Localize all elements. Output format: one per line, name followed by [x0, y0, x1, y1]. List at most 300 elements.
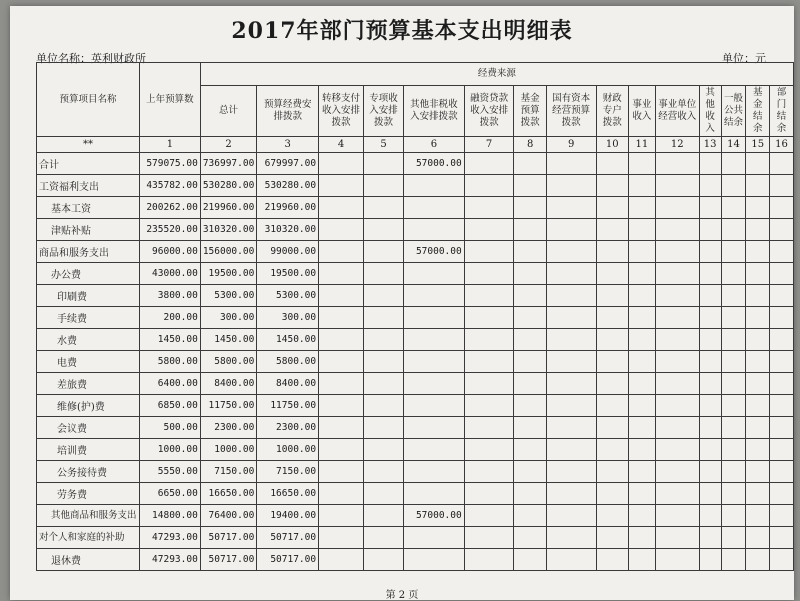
- table-row: [37, 263, 794, 285]
- cell-c7: [464, 351, 514, 373]
- cell-total: 530280.00: [200, 175, 256, 197]
- cell-c12: [655, 307, 699, 329]
- cell-total: 16650.00: [200, 483, 256, 505]
- cell-c12: [655, 461, 699, 483]
- cell-c5: [364, 395, 404, 417]
- cell-c15: [746, 439, 770, 461]
- cell-last: 435782.00: [139, 175, 200, 197]
- cell-c4: [319, 241, 364, 263]
- cell-c7: [464, 527, 514, 549]
- cell-c10: [596, 395, 628, 417]
- header-sub-2: 总计: [200, 86, 256, 137]
- cell-last: 6400.00: [139, 373, 200, 395]
- cell-c6: [404, 329, 465, 351]
- cell-total: 11750.00: [200, 395, 256, 417]
- cell-c9: [546, 549, 596, 571]
- cell-total: 19500.00: [200, 263, 256, 285]
- cell-c4: [319, 329, 364, 351]
- cell-c3: 2300.00: [257, 417, 319, 439]
- row-label: 退休费: [37, 549, 140, 571]
- cell-c10: [596, 505, 628, 527]
- cell-last: 96000.00: [139, 241, 200, 263]
- cell-c4: [319, 373, 364, 395]
- cell-c7: [464, 439, 514, 461]
- cell-c12: [655, 219, 699, 241]
- cell-c6: [404, 417, 465, 439]
- cell-c3: 99000.00: [257, 241, 319, 263]
- cell-total: 310320.00: [200, 219, 256, 241]
- cell-c6: [404, 395, 465, 417]
- cell-c14: [721, 307, 746, 329]
- header-sub-6: 其他非税收入安排拨款: [404, 86, 465, 137]
- cell-c13: [699, 549, 721, 571]
- cell-c14: [721, 153, 746, 175]
- cell-c3: 1000.00: [257, 439, 319, 461]
- cell-c6: 57000.00: [404, 505, 465, 527]
- cell-c16: [770, 351, 794, 373]
- cell-c3: 7150.00: [257, 461, 319, 483]
- cell-c7: [464, 461, 514, 483]
- cell-c9: [546, 417, 596, 439]
- cell-c11: [629, 373, 656, 395]
- cell-c8: [514, 197, 546, 219]
- cell-c5: [364, 219, 404, 241]
- cell-c10: [596, 549, 628, 571]
- table-row: [37, 373, 794, 395]
- cell-c12: [655, 417, 699, 439]
- cell-last: 14800.00: [139, 505, 200, 527]
- cell-c7: [464, 483, 514, 505]
- table-row: [37, 197, 794, 219]
- cell-c15: [746, 197, 770, 219]
- cell-c13: [699, 285, 721, 307]
- cell-c5: [364, 307, 404, 329]
- cell-last: 200.00: [139, 307, 200, 329]
- cell-c14: [721, 549, 746, 571]
- cell-c16: [770, 285, 794, 307]
- cell-c3: 310320.00: [257, 219, 319, 241]
- cell-last: 43000.00: [139, 263, 200, 285]
- cell-c10: [596, 263, 628, 285]
- row-label: 会议费: [37, 417, 140, 439]
- header-last-year: 上年预算数: [139, 63, 200, 137]
- cell-c9: [546, 439, 596, 461]
- cell-c7: [464, 241, 514, 263]
- header-sub-11: 事业收入: [629, 86, 656, 137]
- page-number: 第 2 页: [385, 590, 419, 601]
- cell-c10: [596, 417, 628, 439]
- cell-c6: [404, 439, 465, 461]
- cell-c15: [746, 285, 770, 307]
- row-label: 培训费: [37, 439, 140, 461]
- cell-c12: [655, 439, 699, 461]
- cell-c6: [404, 483, 465, 505]
- cell-last: 500.00: [139, 417, 200, 439]
- row-label: 水费: [37, 329, 140, 351]
- cell-c12: [655, 505, 699, 527]
- cell-c7: [464, 549, 514, 571]
- header-sub-16: 部门结余: [770, 86, 794, 137]
- cell-c7: [464, 153, 514, 175]
- cell-total: 1000.00: [200, 439, 256, 461]
- cell-c12: [655, 285, 699, 307]
- cell-c16: [770, 505, 794, 527]
- cell-c11: [629, 329, 656, 351]
- cell-c6: [404, 351, 465, 373]
- cell-c4: [319, 307, 364, 329]
- cell-c6: 57000.00: [404, 241, 465, 263]
- cell-c8: [514, 439, 546, 461]
- cell-c12: [655, 483, 699, 505]
- row-label: 办公费: [37, 263, 140, 285]
- column-index-12: 12: [655, 137, 699, 153]
- cell-c6: [404, 527, 465, 549]
- cell-c15: [746, 241, 770, 263]
- cell-c11: [629, 505, 656, 527]
- cell-c13: [699, 241, 721, 263]
- cell-c10: [596, 219, 628, 241]
- cell-c9: [546, 197, 596, 219]
- cell-c11: [629, 527, 656, 549]
- cell-c14: [721, 395, 746, 417]
- header-sub-4: 转移支付收入安排拨款: [319, 86, 364, 137]
- row-label: 维修(护)费: [37, 395, 140, 417]
- cell-c9: [546, 219, 596, 241]
- cell-c6: [404, 263, 465, 285]
- row-label: 电费: [37, 351, 140, 373]
- cell-c5: [364, 329, 404, 351]
- cell-c12: [655, 241, 699, 263]
- cell-c10: [596, 527, 628, 549]
- cell-c16: [770, 307, 794, 329]
- cell-c13: [699, 197, 721, 219]
- row-label: 合计: [37, 153, 140, 175]
- table-row: [37, 351, 794, 373]
- table-row: [37, 461, 794, 483]
- cell-c3: 8400.00: [257, 373, 319, 395]
- cell-c16: [770, 549, 794, 571]
- column-index-9: 9: [546, 137, 596, 153]
- cell-last: 579075.00: [139, 153, 200, 175]
- cell-c9: [546, 373, 596, 395]
- cell-c8: [514, 461, 546, 483]
- cell-c4: [319, 461, 364, 483]
- cell-c3: 679997.00: [257, 153, 319, 175]
- header-sub-7: 融资贷款收入安排拨款: [464, 86, 514, 137]
- column-index-4: 4: [319, 137, 364, 153]
- column-index-11: 11: [629, 137, 656, 153]
- table-row: [37, 549, 794, 571]
- cell-c4: [319, 175, 364, 197]
- cell-c9: [546, 285, 596, 307]
- column-index-8: 8: [514, 137, 546, 153]
- cell-c8: [514, 307, 546, 329]
- cell-c10: [596, 329, 628, 351]
- cell-c11: [629, 175, 656, 197]
- cell-c6: [404, 307, 465, 329]
- cell-c3: 5800.00: [257, 351, 319, 373]
- cell-c10: [596, 197, 628, 219]
- cell-last: 6850.00: [139, 395, 200, 417]
- budget-table: [36, 62, 794, 571]
- header-sub-14: 一般公共结余: [721, 86, 746, 137]
- cell-c14: [721, 417, 746, 439]
- cell-c5: [364, 175, 404, 197]
- cell-c4: [319, 549, 364, 571]
- cell-c16: [770, 461, 794, 483]
- cell-c8: [514, 549, 546, 571]
- cell-c12: [655, 395, 699, 417]
- cell-c10: [596, 307, 628, 329]
- cell-c4: [319, 285, 364, 307]
- cell-c11: [629, 549, 656, 571]
- cell-last: 3800.00: [139, 285, 200, 307]
- cell-c11: [629, 461, 656, 483]
- cell-c15: [746, 505, 770, 527]
- cell-c4: [319, 351, 364, 373]
- budget-sheet: [10, 6, 794, 600]
- cell-c5: [364, 285, 404, 307]
- cell-last: 1000.00: [139, 439, 200, 461]
- cell-c5: [364, 439, 404, 461]
- currency-unit: 单位：元: [722, 52, 766, 65]
- cell-c7: [464, 263, 514, 285]
- cell-c5: [364, 197, 404, 219]
- table-row: [37, 417, 794, 439]
- cell-c16: [770, 527, 794, 549]
- cell-c14: [721, 285, 746, 307]
- cell-last: 5800.00: [139, 351, 200, 373]
- cell-c4: [319, 483, 364, 505]
- cell-c13: [699, 153, 721, 175]
- column-index-14: 14: [721, 137, 746, 153]
- cell-c14: [721, 197, 746, 219]
- cell-c9: [546, 351, 596, 373]
- header-sub-5: 专项收入安排拨款: [364, 86, 404, 137]
- table-row: [37, 219, 794, 241]
- cell-c6: [404, 219, 465, 241]
- cell-c16: [770, 483, 794, 505]
- cell-c12: [655, 329, 699, 351]
- cell-c14: [721, 483, 746, 505]
- cell-c13: [699, 527, 721, 549]
- cell-c5: [364, 549, 404, 571]
- unit-name: 单位名称：英利财政所: [36, 52, 146, 65]
- cell-c8: [514, 395, 546, 417]
- cell-c5: [364, 153, 404, 175]
- cell-c6: [404, 373, 465, 395]
- cell-c10: [596, 153, 628, 175]
- column-index-1: 1: [139, 137, 200, 153]
- table-row: [37, 307, 794, 329]
- table-row: [37, 483, 794, 505]
- cell-c3: 19400.00: [257, 505, 319, 527]
- cell-c14: [721, 527, 746, 549]
- cell-c13: [699, 417, 721, 439]
- cell-c13: [699, 505, 721, 527]
- cell-c4: [319, 439, 364, 461]
- cell-c6: [404, 175, 465, 197]
- cell-c3: 300.00: [257, 307, 319, 329]
- column-index-7: 7: [464, 137, 514, 153]
- cell-c11: [629, 219, 656, 241]
- cell-c12: [655, 263, 699, 285]
- cell-c16: [770, 175, 794, 197]
- cell-c7: [464, 395, 514, 417]
- column-index-15: 15: [746, 137, 770, 153]
- header-sub-13: 其他收入: [699, 86, 721, 137]
- cell-c8: [514, 285, 546, 307]
- cell-c11: [629, 417, 656, 439]
- cell-c15: [746, 483, 770, 505]
- header-sub-10: 财政专户拨款: [596, 86, 628, 137]
- cell-c16: [770, 439, 794, 461]
- row-label: 基本工资: [37, 197, 140, 219]
- cell-c7: [464, 285, 514, 307]
- cell-c6: [404, 549, 465, 571]
- cell-total: 5300.00: [200, 285, 256, 307]
- table-row: [37, 505, 794, 527]
- cell-c3: 50717.00: [257, 527, 319, 549]
- cell-c9: [546, 329, 596, 351]
- column-index-2: 2: [200, 137, 256, 153]
- cell-c9: [546, 505, 596, 527]
- cell-c15: [746, 175, 770, 197]
- cell-c12: [655, 197, 699, 219]
- cell-c11: [629, 395, 656, 417]
- cell-c7: [464, 307, 514, 329]
- cell-c13: [699, 483, 721, 505]
- table-row: [37, 395, 794, 417]
- cell-c12: [655, 373, 699, 395]
- cell-c8: [514, 153, 546, 175]
- cell-c14: [721, 219, 746, 241]
- cell-c12: [655, 153, 699, 175]
- cell-last: 1450.00: [139, 329, 200, 351]
- row-label: 其他商品和服务支出: [37, 505, 140, 527]
- cell-c10: [596, 175, 628, 197]
- column-index-13: 13: [699, 137, 721, 153]
- cell-c15: [746, 527, 770, 549]
- cell-last: 6650.00: [139, 483, 200, 505]
- cell-c10: [596, 439, 628, 461]
- table-row: [37, 527, 794, 549]
- cell-total: 219960.00: [200, 197, 256, 219]
- cell-c7: [464, 417, 514, 439]
- cell-c10: [596, 461, 628, 483]
- cell-c8: [514, 505, 546, 527]
- table-row: [37, 153, 794, 175]
- cell-c8: [514, 263, 546, 285]
- cell-c3: 1450.00: [257, 329, 319, 351]
- cell-c9: [546, 307, 596, 329]
- cell-c3: 16650.00: [257, 483, 319, 505]
- header-item-name: 预算项目名称: [37, 63, 140, 137]
- cell-c9: [546, 527, 596, 549]
- column-index-6: 6: [404, 137, 465, 153]
- cell-c11: [629, 241, 656, 263]
- table-row: [37, 285, 794, 307]
- cell-c14: [721, 263, 746, 285]
- cell-c7: [464, 175, 514, 197]
- cell-c6: [404, 197, 465, 219]
- cell-c10: [596, 483, 628, 505]
- row-label: 手续费: [37, 307, 140, 329]
- cell-c14: [721, 241, 746, 263]
- column-index-10: 10: [596, 137, 628, 153]
- cell-c15: [746, 219, 770, 241]
- table-row: [37, 241, 794, 263]
- table-row: [37, 175, 794, 197]
- cell-c7: [464, 505, 514, 527]
- cell-c11: [629, 263, 656, 285]
- cell-last: 200262.00: [139, 197, 200, 219]
- cell-c15: [746, 263, 770, 285]
- cell-c6: 57000.00: [404, 153, 465, 175]
- column-index-0: **: [37, 137, 140, 153]
- cell-c8: [514, 175, 546, 197]
- cell-c13: [699, 351, 721, 373]
- cell-c15: [746, 461, 770, 483]
- cell-total: 50717.00: [200, 549, 256, 571]
- cell-c7: [464, 329, 514, 351]
- cell-total: 300.00: [200, 307, 256, 329]
- cell-c5: [364, 505, 404, 527]
- cell-c8: [514, 351, 546, 373]
- header-sub-3: 预算经费安排拨款: [257, 86, 319, 137]
- cell-c12: [655, 175, 699, 197]
- cell-c8: [514, 329, 546, 351]
- cell-c16: [770, 329, 794, 351]
- column-index-16: 16: [770, 137, 794, 153]
- cell-c15: [746, 351, 770, 373]
- cell-c12: [655, 549, 699, 571]
- cell-c9: [546, 395, 596, 417]
- cell-c14: [721, 351, 746, 373]
- cell-c16: [770, 241, 794, 263]
- cell-c3: 19500.00: [257, 263, 319, 285]
- cell-c13: [699, 329, 721, 351]
- cell-total: 5800.00: [200, 351, 256, 373]
- cell-c8: [514, 373, 546, 395]
- cell-c5: [364, 461, 404, 483]
- cell-c15: [746, 373, 770, 395]
- table-row: [37, 329, 794, 351]
- cell-c5: [364, 483, 404, 505]
- cell-c4: [319, 417, 364, 439]
- column-index-3: 3: [257, 137, 319, 153]
- cell-c14: [721, 175, 746, 197]
- cell-c10: [596, 285, 628, 307]
- cell-c13: [699, 373, 721, 395]
- cell-c13: [699, 461, 721, 483]
- cell-c15: [746, 307, 770, 329]
- cell-c15: [746, 549, 770, 571]
- cell-c6: [404, 285, 465, 307]
- header-sub-8: 基金预算拨款: [514, 86, 546, 137]
- cell-c4: [319, 263, 364, 285]
- cell-c11: [629, 307, 656, 329]
- cell-total: 2300.00: [200, 417, 256, 439]
- cell-c8: [514, 241, 546, 263]
- cell-c11: [629, 351, 656, 373]
- cell-c16: [770, 263, 794, 285]
- cell-c11: [629, 153, 656, 175]
- cell-c14: [721, 505, 746, 527]
- cell-c4: [319, 153, 364, 175]
- cell-c3: 50717.00: [257, 549, 319, 571]
- page-title: 2017年部门预算基本支出明细表: [231, 18, 573, 44]
